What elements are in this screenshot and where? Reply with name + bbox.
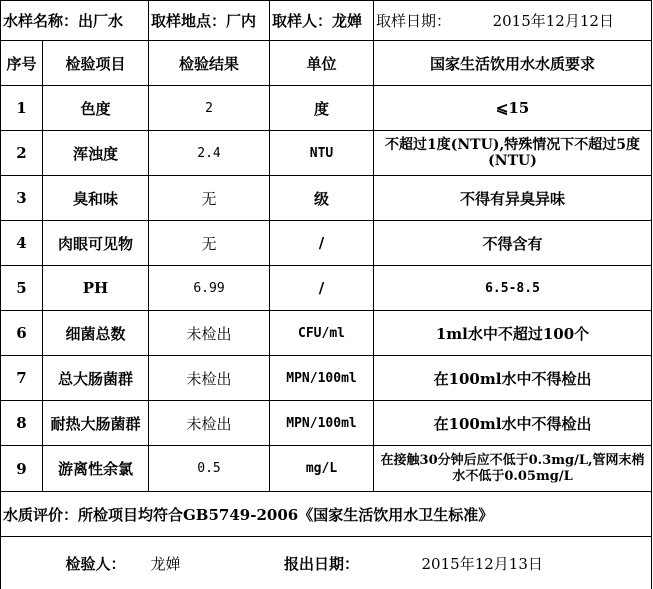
row-result: 无: [149, 221, 270, 266]
row-standard: 6.5-8.5: [374, 266, 652, 311]
row-item: PH: [43, 266, 149, 311]
row-item: 细菌总数: [43, 311, 149, 356]
table-row: [1, 131, 652, 176]
report-date-value: 2015年12月13日: [374, 537, 652, 589]
row-no: 6: [1, 311, 43, 356]
column-header-row: [1, 41, 652, 86]
col-standard: 国家生活饮用水水质要求: [374, 41, 652, 86]
table-row: [1, 221, 652, 266]
row-unit: NTU: [270, 131, 374, 176]
row-standard: ⩽15: [374, 86, 652, 131]
table-row: [1, 266, 652, 311]
row-result: 2.4: [149, 131, 270, 176]
sample-date-value: 2015年12月12日: [493, 12, 614, 30]
row-item: 肉眼可见物: [43, 221, 149, 266]
row-unit: MPN/100ml: [270, 356, 374, 401]
row-no: 5: [1, 266, 43, 311]
report-date-label: 报出日期：: [270, 537, 374, 589]
row-no: 4: [1, 221, 43, 266]
row-result: 无: [149, 176, 270, 221]
row-standard: 不得含有: [374, 221, 652, 266]
row-standard: 在100ml水中不得检出: [374, 356, 652, 401]
row-result: 未检出: [149, 401, 270, 446]
col-unit: 单位: [270, 41, 374, 86]
row-result: 6.99: [149, 266, 270, 311]
table-row: [1, 446, 652, 492]
sample-location: 取样地点：厂内: [149, 1, 270, 41]
row-no: 1: [1, 86, 43, 131]
header-row: [1, 1, 652, 41]
sample-date-label: 取样日期：: [376, 12, 451, 30]
row-no: 9: [1, 446, 43, 492]
inspector-label: 检验人：: [43, 537, 149, 589]
table-row: [1, 401, 652, 446]
table-row: [1, 311, 652, 356]
row-item: 耐热大肠菌群: [43, 401, 149, 446]
row-item: 游离性余氯: [43, 446, 149, 492]
table-row: [1, 176, 652, 221]
row-unit: mg/L: [270, 446, 374, 492]
sampler: 取样人：龙婵: [270, 1, 374, 41]
row-no: 3: [1, 176, 43, 221]
row-unit: 级: [270, 176, 374, 221]
table-row: [1, 86, 652, 131]
row-no: 2: [1, 131, 43, 176]
sample-name: 水样名称：出厂水: [1, 1, 149, 41]
sample-date-cell: [374, 1, 652, 41]
table-row: [1, 356, 652, 401]
water-quality-evaluation: 水质评价：所检项目均符合GB5749-2006《国家生活饮用水卫生标准》: [1, 492, 652, 537]
row-standard: 在接触30分钟后应不低于0.3mg/L,管网末梢水不低于0.05mg/L: [374, 446, 652, 492]
row-unit: 度: [270, 86, 374, 131]
row-item: 色度: [43, 86, 149, 131]
row-result: 2: [149, 86, 270, 131]
row-unit: /: [270, 221, 374, 266]
row-standard: 不超过1度(NTU),特殊情况下不超过5度 (NTU): [374, 131, 652, 176]
row-unit: MPN/100ml: [270, 401, 374, 446]
row-unit: CFU/ml: [270, 311, 374, 356]
row-standard: 不得有异臭异味: [374, 176, 652, 221]
row-standard: 在100ml水中不得检出: [374, 401, 652, 446]
inspector-value: 龙婵: [149, 537, 270, 589]
row-no: 7: [1, 356, 43, 401]
row-unit: /: [270, 266, 374, 311]
row-item: 总大肠菌群: [43, 356, 149, 401]
col-item: 检验项目: [43, 41, 149, 86]
row-result: 未检出: [149, 311, 270, 356]
col-result: 检验结果: [149, 41, 270, 86]
row-result: 0.5: [149, 446, 270, 492]
row-item: 浑浊度: [43, 131, 149, 176]
row-standard: 1ml水中不超过100个: [374, 311, 652, 356]
footer-row: [1, 537, 652, 589]
row-no: 8: [1, 401, 43, 446]
row-result: 未检出: [149, 356, 270, 401]
row-item: 臭和味: [43, 176, 149, 221]
col-no: 序号: [1, 41, 43, 86]
evaluation-row: [1, 492, 652, 537]
